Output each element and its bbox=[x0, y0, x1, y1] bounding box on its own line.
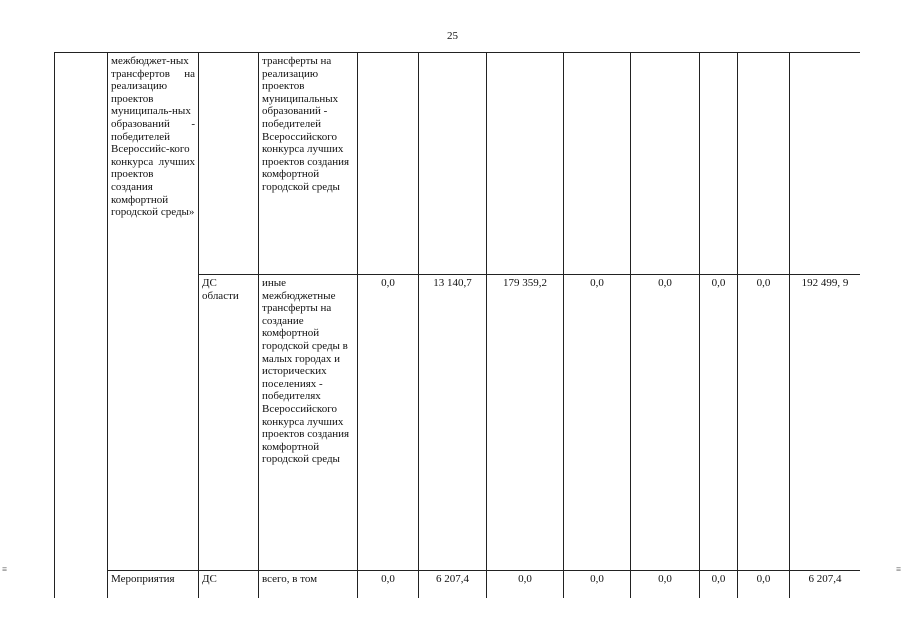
table-row bbox=[55, 571, 861, 599]
value-cell bbox=[487, 53, 564, 275]
budget-table bbox=[54, 52, 860, 598]
value-cell bbox=[419, 53, 487, 275]
value-cell: 0,0 bbox=[738, 571, 790, 599]
value-cell bbox=[358, 53, 419, 275]
value-cell: 6 207,4 bbox=[419, 571, 487, 599]
scan-edge-mark-left: ≡ bbox=[2, 564, 8, 574]
value-cell: 179 359,2 bbox=[487, 275, 564, 571]
value-cell: 0,0 bbox=[738, 275, 790, 571]
description-cell: трансферты на реализацию проектов муниципальных образований - победителей Всероссийского конкурса лучших проектов создания комфортной городской среды bbox=[259, 53, 358, 275]
scan-edge-mark-right: ≡ bbox=[896, 564, 902, 574]
value-cell: 0,0 bbox=[700, 275, 738, 571]
value-cell: 192 499, 9 bbox=[790, 275, 861, 571]
number-cell bbox=[55, 53, 108, 599]
value-cell: 0,0 bbox=[487, 571, 564, 599]
value-cell: 0,0 bbox=[631, 571, 700, 599]
value-cell bbox=[700, 53, 738, 275]
funding-source-cell: ДС bbox=[199, 571, 259, 599]
value-cell: 0,0 bbox=[564, 571, 631, 599]
description-cell: иные межбюджетные трансферты на создание комфортной городской среды в малых городах и исторических поселениях - победителях Всероссийского конкурса лучших проектов создания комфортной городской среды bbox=[259, 275, 358, 571]
value-cell: 13 140,7 bbox=[419, 275, 487, 571]
value-cell bbox=[738, 53, 790, 275]
value-cell: 0,0 bbox=[700, 571, 738, 599]
budget-table-container bbox=[54, 52, 860, 598]
value-cell: 0,0 bbox=[358, 571, 419, 599]
funding-source-cell: ДС области bbox=[199, 275, 259, 571]
description-cell: всего, в том bbox=[259, 571, 358, 599]
table-row bbox=[55, 53, 861, 275]
page-number: 25 bbox=[447, 30, 458, 42]
event-name-cell: межбюджет-ных трансфертов на реализацию проектов муниципаль-ных образований - победителей Всероссийс-кого конкурса лучших проектов создания комфортной городской среды» bbox=[108, 53, 199, 571]
value-cell: 0,0 bbox=[631, 275, 700, 571]
value-cell bbox=[790, 53, 861, 275]
value-cell bbox=[564, 53, 631, 275]
event-name-cell: Мероприятия bbox=[108, 571, 199, 599]
value-cell: 0,0 bbox=[358, 275, 419, 571]
value-cell bbox=[631, 53, 700, 275]
value-cell: 0,0 bbox=[564, 275, 631, 571]
value-cell: 6 207,4 bbox=[790, 571, 861, 599]
funding-source-cell bbox=[199, 53, 259, 275]
